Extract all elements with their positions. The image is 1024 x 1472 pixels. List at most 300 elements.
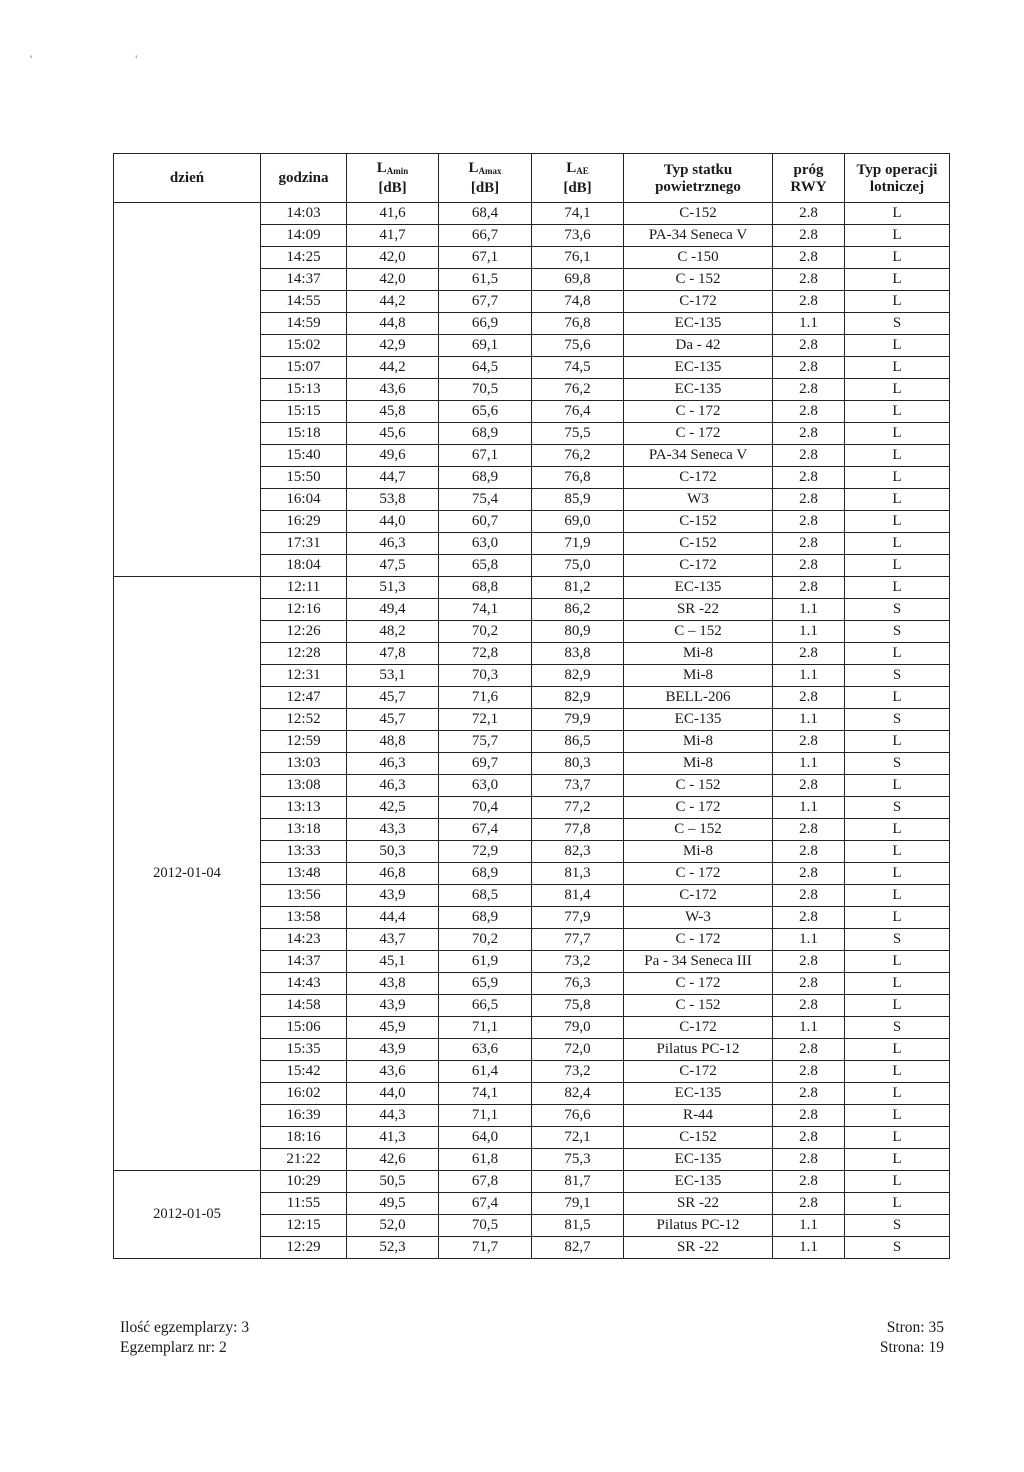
operation-cell: L <box>845 401 950 423</box>
lamin-cell: 51,3 <box>347 577 439 599</box>
operation-cell: S <box>845 313 950 335</box>
lamax-cell: 71,1 <box>439 1105 532 1127</box>
runway-cell: 1.1 <box>773 1017 845 1039</box>
lamax-cell: 70,2 <box>439 621 532 643</box>
runway-cell: 2.8 <box>773 467 845 489</box>
runway-cell: 2.8 <box>773 1061 845 1083</box>
operation-cell: L <box>845 511 950 533</box>
lae-cell: 72,1 <box>532 1127 624 1149</box>
time-cell: 13:56 <box>261 885 347 907</box>
aircraft-cell: EC-135 <box>624 313 773 335</box>
header-aircraft-type: Typ statku powietrznego <box>624 154 773 203</box>
lamin-cell: 43,3 <box>347 819 439 841</box>
runway-cell: 2.8 <box>773 973 845 995</box>
runway-cell: 2.8 <box>773 885 845 907</box>
lae-cell: 86,5 <box>532 731 624 753</box>
operation-cell: L <box>845 731 950 753</box>
lamax-cell: 72,1 <box>439 709 532 731</box>
lamin-cell: 42,9 <box>347 335 439 357</box>
operation-cell: L <box>845 1193 950 1215</box>
runway-cell: 2.8 <box>773 731 845 753</box>
pages-total: Stron: 35 <box>886 1319 944 1336</box>
runway-cell: 2.8 <box>773 907 845 929</box>
lamax-cell: 67,8 <box>439 1171 532 1193</box>
lamax-cell: 72,9 <box>439 841 532 863</box>
table-body <box>114 203 950 1259</box>
lae-cell: 74,1 <box>532 203 624 225</box>
date-cell: 2012-01-05 <box>114 1171 261 1259</box>
lamin-cell: 41,7 <box>347 225 439 247</box>
runway-cell: 2.8 <box>773 687 845 709</box>
lae-cell: 73,6 <box>532 225 624 247</box>
aircraft-cell: C - 152 <box>624 269 773 291</box>
lamax-cell: 71,1 <box>439 1017 532 1039</box>
aircraft-cell: C-172 <box>624 1061 773 1083</box>
runway-cell: 1.1 <box>773 665 845 687</box>
aircraft-cell: C – 152 <box>624 621 773 643</box>
operation-cell: L <box>845 357 950 379</box>
lamin-cell: 50,5 <box>347 1171 439 1193</box>
lamin-cell: 45,7 <box>347 687 439 709</box>
lae-cell: 81,3 <box>532 863 624 885</box>
copies-count: Ilość egzemplarzy: 3 <box>120 1319 250 1336</box>
aircraft-cell: SR -22 <box>624 1193 773 1215</box>
runway-cell: 2.8 <box>773 379 845 401</box>
aircraft-cell: EC-135 <box>624 1083 773 1105</box>
lamax-cell: 68,4 <box>439 203 532 225</box>
runway-cell: 1.1 <box>773 313 845 335</box>
operation-cell: L <box>845 203 950 225</box>
operation-cell: L <box>845 1083 950 1105</box>
time-cell: 11:55 <box>261 1193 347 1215</box>
runway-cell: 1.1 <box>773 753 845 775</box>
lamin-cell: 46,3 <box>347 753 439 775</box>
aircraft-cell: C – 152 <box>624 819 773 841</box>
page-number: Strona: 19 <box>879 1339 944 1356</box>
time-cell: 15:13 <box>261 379 347 401</box>
lamin-cell: 44,2 <box>347 357 439 379</box>
aircraft-cell: Mi-8 <box>624 643 773 665</box>
aircraft-cell: PA-34 Seneca V <box>624 445 773 467</box>
lamin-cell: 42,0 <box>347 269 439 291</box>
time-cell: 10:29 <box>261 1171 347 1193</box>
operation-cell: S <box>845 797 950 819</box>
lamax-cell: 68,9 <box>439 907 532 929</box>
runway-cell: 2.8 <box>773 291 845 313</box>
operation-cell: L <box>845 775 950 797</box>
time-cell: 16:04 <box>261 489 347 511</box>
aircraft-cell: W-3 <box>624 907 773 929</box>
lamax-cell: 61,9 <box>439 951 532 973</box>
time-cell: 12:15 <box>261 1215 347 1237</box>
footer-left <box>120 1318 249 1358</box>
runway-cell: 2.8 <box>773 841 845 863</box>
lae-cell: 73,2 <box>532 951 624 973</box>
time-cell: 14:37 <box>261 951 347 973</box>
lae-cell: 74,8 <box>532 291 624 313</box>
aircraft-cell: C -150 <box>624 247 773 269</box>
time-cell: 14:43 <box>261 973 347 995</box>
time-cell: 15:50 <box>261 467 347 489</box>
lamin-cell: 48,8 <box>347 731 439 753</box>
time-cell: 15:35 <box>261 1039 347 1061</box>
lamin-cell: 47,5 <box>347 555 439 577</box>
lae-cell: 85,9 <box>532 489 624 511</box>
aircraft-cell: C-152 <box>624 1127 773 1149</box>
lae-cell: 75,3 <box>532 1149 624 1171</box>
aircraft-cell: EC-135 <box>624 379 773 401</box>
time-cell: 12:31 <box>261 665 347 687</box>
header-lae: $L_{AE}$ [dB] <box>532 154 624 203</box>
operation-cell: L <box>845 577 950 599</box>
lamax-cell: 74,1 <box>439 599 532 621</box>
lae-cell: 82,7 <box>532 1237 624 1259</box>
table-row <box>114 1171 950 1193</box>
lae-cell: 79,0 <box>532 1017 624 1039</box>
header-lamin: $L_{Amin}$ [dB] <box>347 154 439 203</box>
lamin-cell: 44,4 <box>347 907 439 929</box>
operation-cell: L <box>845 247 950 269</box>
time-cell: 13:58 <box>261 907 347 929</box>
lae-cell: 76,1 <box>532 247 624 269</box>
runway-cell: 2.8 <box>773 775 845 797</box>
aircraft-cell: EC-135 <box>624 1171 773 1193</box>
runway-cell: 2.8 <box>773 1171 845 1193</box>
runway-cell: 1.1 <box>773 709 845 731</box>
lamax-cell: 74,1 <box>439 1083 532 1105</box>
lae-cell: 77,8 <box>532 819 624 841</box>
time-cell: 15:42 <box>261 1061 347 1083</box>
operation-cell: S <box>845 599 950 621</box>
time-cell: 16:02 <box>261 1083 347 1105</box>
runway-cell: 2.8 <box>773 819 845 841</box>
runway-cell: 2.8 <box>773 995 845 1017</box>
lae-cell: 75,5 <box>532 423 624 445</box>
lamax-cell: 75,7 <box>439 731 532 753</box>
lamax-cell: 67,4 <box>439 1193 532 1215</box>
operation-cell: S <box>845 753 950 775</box>
lae-cell: 76,8 <box>532 313 624 335</box>
operation-cell: L <box>845 1105 950 1127</box>
operation-cell: S <box>845 1237 950 1259</box>
operation-cell: S <box>845 621 950 643</box>
lamin-cell: 47,8 <box>347 643 439 665</box>
operation-cell: L <box>845 489 950 511</box>
lamax-cell: 67,1 <box>439 247 532 269</box>
runway-cell: 1.1 <box>773 797 845 819</box>
lae-cell: 76,8 <box>532 467 624 489</box>
aircraft-cell: C-152 <box>624 203 773 225</box>
time-cell: 15:15 <box>261 401 347 423</box>
aircraft-cell: SR -22 <box>624 599 773 621</box>
operation-cell: L <box>845 1149 950 1171</box>
operation-cell: S <box>845 1017 950 1039</box>
aircraft-cell: Pilatus PC-12 <box>624 1215 773 1237</box>
date-cell <box>114 203 261 577</box>
lae-cell: 75,8 <box>532 995 624 1017</box>
table-header-row <box>114 154 950 203</box>
operation-cell: L <box>845 841 950 863</box>
operation-cell: L <box>845 423 950 445</box>
runway-cell: 2.8 <box>773 445 845 467</box>
lae-cell: 73,7 <box>532 775 624 797</box>
runway-cell: 2.8 <box>773 577 845 599</box>
lamin-cell: 43,9 <box>347 885 439 907</box>
lamin-cell: 43,8 <box>347 973 439 995</box>
runway-cell: 2.8 <box>773 533 845 555</box>
lae-cell: 76,3 <box>532 973 624 995</box>
lae-cell: 77,2 <box>532 797 624 819</box>
lamax-cell: 64,5 <box>439 357 532 379</box>
lamax-cell: 70,4 <box>439 797 532 819</box>
time-cell: 15:18 <box>261 423 347 445</box>
lamax-cell: 65,8 <box>439 555 532 577</box>
aircraft-cell: EC-135 <box>624 357 773 379</box>
aircraft-cell: C-152 <box>624 533 773 555</box>
lamax-cell: 63,0 <box>439 533 532 555</box>
lamin-cell: 46,8 <box>347 863 439 885</box>
lamax-cell: 61,4 <box>439 1061 532 1083</box>
time-cell: 12:59 <box>261 731 347 753</box>
operation-cell: L <box>845 445 950 467</box>
lamin-cell: 44,3 <box>347 1105 439 1127</box>
lamin-cell: 42,5 <box>347 797 439 819</box>
runway-cell: 2.8 <box>773 1105 845 1127</box>
lamin-cell: 53,1 <box>347 665 439 687</box>
time-cell: 12:28 <box>261 643 347 665</box>
lae-cell: 79,9 <box>532 709 624 731</box>
lamax-cell: 68,9 <box>439 467 532 489</box>
lae-cell: 72,0 <box>532 1039 624 1061</box>
runway-cell: 1.1 <box>773 1215 845 1237</box>
operation-cell: L <box>845 973 950 995</box>
lae-cell: 82,3 <box>532 841 624 863</box>
time-cell: 16:39 <box>261 1105 347 1127</box>
time-cell: 13:33 <box>261 841 347 863</box>
table-row <box>114 577 950 599</box>
time-cell: 15:07 <box>261 357 347 379</box>
lamax-cell: 61,5 <box>439 269 532 291</box>
lae-cell: 80,3 <box>532 753 624 775</box>
runway-cell: 2.8 <box>773 1193 845 1215</box>
lamin-cell: 52,3 <box>347 1237 439 1259</box>
aircraft-cell: Mi-8 <box>624 665 773 687</box>
runway-cell: 2.8 <box>773 555 845 577</box>
time-cell: 15:02 <box>261 335 347 357</box>
operation-cell: L <box>845 995 950 1017</box>
aircraft-cell: C - 152 <box>624 775 773 797</box>
lamax-cell: 68,8 <box>439 577 532 599</box>
lae-cell: 80,9 <box>532 621 624 643</box>
operation-cell: L <box>845 225 950 247</box>
aircraft-cell: Mi-8 <box>624 731 773 753</box>
lae-cell: 83,8 <box>532 643 624 665</box>
header-operation-type: Typ operacji lotniczej <box>845 154 950 203</box>
lamin-cell: 41,3 <box>347 1127 439 1149</box>
header-runway-threshold: próg RWY <box>773 154 845 203</box>
lamin-cell: 44,0 <box>347 511 439 533</box>
runway-cell: 2.8 <box>773 1149 845 1171</box>
aircraft-cell: EC-135 <box>624 709 773 731</box>
aircraft-cell: C - 172 <box>624 863 773 885</box>
lamax-cell: 65,6 <box>439 401 532 423</box>
time-cell: 15:40 <box>261 445 347 467</box>
operation-cell: S <box>845 929 950 951</box>
time-cell: 13:48 <box>261 863 347 885</box>
lae-cell: 81,5 <box>532 1215 624 1237</box>
footer-right <box>880 1318 944 1358</box>
lamin-cell: 43,9 <box>347 1039 439 1061</box>
aircraft-cell: C - 172 <box>624 797 773 819</box>
lamax-cell: 72,8 <box>439 643 532 665</box>
lamin-cell: 45,1 <box>347 951 439 973</box>
lamax-cell: 70,5 <box>439 1215 532 1237</box>
lamax-cell: 60,7 <box>439 511 532 533</box>
lamax-cell: 66,7 <box>439 225 532 247</box>
runway-cell: 2.8 <box>773 643 845 665</box>
runway-cell: 2.8 <box>773 269 845 291</box>
time-cell: 14:59 <box>261 313 347 335</box>
operation-cell: L <box>845 885 950 907</box>
aircraft-cell: Mi-8 <box>624 841 773 863</box>
lamin-cell: 44,8 <box>347 313 439 335</box>
scan-specks: ' ' <box>30 52 188 66</box>
lamax-cell: 63,6 <box>439 1039 532 1061</box>
runway-cell: 2.8 <box>773 863 845 885</box>
time-cell: 13:13 <box>261 797 347 819</box>
time-cell: 15:06 <box>261 1017 347 1039</box>
operation-cell: L <box>845 269 950 291</box>
lamax-cell: 66,9 <box>439 313 532 335</box>
operation-cell: L <box>845 687 950 709</box>
operation-cell: L <box>845 533 950 555</box>
aircraft-cell: Mi-8 <box>624 753 773 775</box>
lamax-cell: 66,5 <box>439 995 532 1017</box>
lae-cell: 81,4 <box>532 885 624 907</box>
operation-cell: L <box>845 907 950 929</box>
operation-cell: L <box>845 291 950 313</box>
time-cell: 14:03 <box>261 203 347 225</box>
lamax-cell: 64,0 <box>439 1127 532 1149</box>
aircraft-cell: C - 172 <box>624 973 773 995</box>
time-cell: 13:03 <box>261 753 347 775</box>
aircraft-cell: C - 172 <box>624 929 773 951</box>
lae-cell: 79,1 <box>532 1193 624 1215</box>
lamin-cell: 45,7 <box>347 709 439 731</box>
lamax-cell: 69,1 <box>439 335 532 357</box>
lamin-cell: 49,4 <box>347 599 439 621</box>
lamin-cell: 48,2 <box>347 621 439 643</box>
header-hour: godzina <box>261 154 347 203</box>
time-cell: 17:31 <box>261 533 347 555</box>
lae-cell: 77,7 <box>532 929 624 951</box>
lamin-cell: 53,8 <box>347 489 439 511</box>
lae-cell: 82,4 <box>532 1083 624 1105</box>
copy-number: Egzemplarz nr: 2 <box>120 1339 227 1356</box>
time-cell: 14:23 <box>261 929 347 951</box>
runway-cell: 2.8 <box>773 489 845 511</box>
time-cell: 12:52 <box>261 709 347 731</box>
lamax-cell: 63,0 <box>439 775 532 797</box>
operation-cell: L <box>845 1039 950 1061</box>
lamin-cell: 49,5 <box>347 1193 439 1215</box>
runway-cell: 2.8 <box>773 951 845 973</box>
runway-cell: 2.8 <box>773 203 845 225</box>
runway-cell: 1.1 <box>773 599 845 621</box>
time-cell: 12:16 <box>261 599 347 621</box>
aircraft-cell: PA-34 Seneca V <box>624 225 773 247</box>
lamin-cell: 44,0 <box>347 1083 439 1105</box>
runway-cell: 2.8 <box>773 1127 845 1149</box>
aircraft-cell: Pa - 34 Seneca III <box>624 951 773 973</box>
lamax-cell: 71,7 <box>439 1237 532 1259</box>
lae-cell: 69,8 <box>532 269 624 291</box>
operation-cell: L <box>845 555 950 577</box>
aircraft-cell: EC-135 <box>624 1149 773 1171</box>
lamax-cell: 65,9 <box>439 973 532 995</box>
lae-cell: 81,7 <box>532 1171 624 1193</box>
operation-cell: L <box>845 467 950 489</box>
lae-cell: 76,4 <box>532 401 624 423</box>
runway-cell: 2.8 <box>773 401 845 423</box>
operation-cell: L <box>845 951 950 973</box>
table-row <box>114 203 950 225</box>
time-cell: 12:11 <box>261 577 347 599</box>
runway-cell: 2.8 <box>773 511 845 533</box>
aircraft-cell: C-172 <box>624 885 773 907</box>
lamin-cell: 50,3 <box>347 841 439 863</box>
header-day: dzień <box>114 154 261 203</box>
lamax-cell: 70,2 <box>439 929 532 951</box>
aircraft-cell: Pilatus PC-12 <box>624 1039 773 1061</box>
aircraft-cell: C-172 <box>624 1017 773 1039</box>
time-cell: 12:29 <box>261 1237 347 1259</box>
lae-cell: 71,9 <box>532 533 624 555</box>
lamin-cell: 42,6 <box>347 1149 439 1171</box>
operation-cell: L <box>845 1171 950 1193</box>
lamax-cell: 67,7 <box>439 291 532 313</box>
aircraft-cell: SR -22 <box>624 1237 773 1259</box>
operation-cell: S <box>845 709 950 731</box>
time-cell: 12:47 <box>261 687 347 709</box>
runway-cell: 2.8 <box>773 1083 845 1105</box>
lae-cell: 75,6 <box>532 335 624 357</box>
lae-cell: 75,0 <box>532 555 624 577</box>
header-lamax: $L_{Amax}$ [dB] <box>439 154 532 203</box>
lamin-cell: 43,6 <box>347 1061 439 1083</box>
lamin-cell: 44,7 <box>347 467 439 489</box>
time-cell: 13:08 <box>261 775 347 797</box>
runway-cell: 1.1 <box>773 929 845 951</box>
operation-cell: L <box>845 1127 950 1149</box>
lae-cell: 82,9 <box>532 665 624 687</box>
aircraft-cell: BELL-206 <box>624 687 773 709</box>
lamin-cell: 45,6 <box>347 423 439 445</box>
time-cell: 14:09 <box>261 225 347 247</box>
lamin-cell: 43,7 <box>347 929 439 951</box>
time-cell: 14:25 <box>261 247 347 269</box>
time-cell: 18:04 <box>261 555 347 577</box>
lae-cell: 69,0 <box>532 511 624 533</box>
lamin-cell: 41,6 <box>347 203 439 225</box>
lae-cell: 73,2 <box>532 1061 624 1083</box>
lamax-cell: 71,6 <box>439 687 532 709</box>
runway-cell: 1.1 <box>773 621 845 643</box>
lamin-cell: 45,8 <box>347 401 439 423</box>
lae-cell: 76,6 <box>532 1105 624 1127</box>
aircraft-cell: C - 172 <box>624 401 773 423</box>
operation-cell: L <box>845 819 950 841</box>
